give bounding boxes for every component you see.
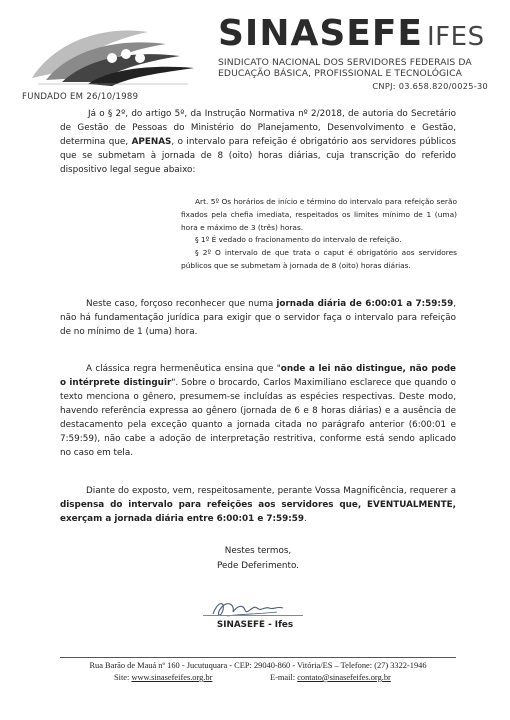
- footer-site: [114, 673, 212, 682]
- paragraph-1-text-c: , o intervalo para refeição é obrigatório aos servidores públicos que se submetam à jornada de 8 (oito) horas diárias, cuja transcrição do referido dispositivo legal segue abaixo:: [60, 137, 456, 175]
- footer-email-label: E-mail:: [270, 673, 298, 682]
- paragraph-4-bold: dispensa do intervalo para refeições aos servidores que, EVENTUALMENTE, exerçam a jornada diária entre 6:00:01 e 7:59:59: [60, 500, 456, 524]
- brand-title: [218, 14, 488, 57]
- footer-site-label: Site:: [114, 673, 132, 682]
- closing: [60, 544, 456, 574]
- letterhead-brand: [218, 14, 488, 91]
- paragraph-3-text-c: ". Sobre o brocardo, Carlos Maximiliano esclarece que quando o texto menciona o gênero, presumem-se incluídas as espécies respectivas. Deste modo, havendo referência expressa ao gênero (jornada de 6 e 8 horas diárias) e a ausência de destacamento pela exceção quanto a jornada citada no parágrafo anterior (6:00:01 e 7:59:59), não cabe a adoção de interpretação restritiva, conforme está sendo aplicado no caso em tela.: [60, 378, 456, 458]
- brand-sub: IFES: [427, 22, 485, 52]
- handwritten-signature-icon: [207, 596, 293, 622]
- brand-name: SINASEFE: [218, 13, 424, 54]
- sinasefe-logo-icon: [28, 18, 198, 90]
- paragraph-2-bold: jornada diária de 6:00:01 a 7:59:59: [276, 299, 454, 309]
- paragraph-2-text-a: Neste caso, forçoso reconhecer que numa: [86, 299, 277, 309]
- closing-line-1: Nestes termos,: [224, 546, 292, 556]
- footer-site-link[interactable]: www.sinasefeifes.org.br: [131, 673, 213, 682]
- cnpj: CNPJ: 03.658.820/0025-30: [372, 81, 488, 91]
- quote-paragraph-2: § 2º O intervalo de que trata o caput é obrigatório aos servidores públicos que se submetam à jornada de 8 (oito) horas diárias.: [181, 248, 457, 270]
- paragraph-4-text-a: Diante do exposto, vem, respeitosamente, perante Vossa Magnificência, requerer a: [86, 486, 456, 496]
- brand-line-2: EDUCAÇÃO BÁSICA, PROFISSIONAL E TECNOLÓGICA: [218, 68, 462, 79]
- quote-article: Art. 5º Os horários de início e término do intervalo para refeição serão fixados pela chefia imediata, respeitados os limites mínimo de 1 (uma) hora e máximo de 3 (três) horas.: [181, 197, 457, 232]
- paragraph-3-bold: onde a lei não distingue, não pode o intérprete distinguir: [60, 364, 456, 388]
- paragraph-1-bold: APENAS: [131, 137, 172, 147]
- paragraph-2-text-c: , não há fundamentação jurídica para exigir que o servidor faça o intervalo para refeição de no mínimo de 1 (uma) hora.: [60, 299, 456, 337]
- footer-email: [270, 673, 391, 682]
- brand-line-1: SINDICATO NACIONAL DOS SERVIDORES FEDERAIS DA: [218, 57, 472, 68]
- closing-line-2: Pede Deferimento.: [217, 561, 299, 571]
- footer-divider: [60, 657, 456, 658]
- paragraph-3-text-a: A clássica regra hermenêutica ensina que ": [86, 364, 281, 374]
- signature-line: [203, 615, 303, 616]
- footer-address: Rua Barão de Mauá nº 160 - Jucutuquara - CEP: 29040-860 - Vitória/ES – Telefone: (27) 3322-1946: [89, 661, 427, 670]
- paragraph-4: [60, 484, 456, 526]
- paragraph-1: [60, 107, 456, 177]
- paragraph-3: [60, 362, 456, 460]
- paragraph-4-text-c: .: [304, 514, 307, 524]
- legal-quote: [181, 196, 457, 273]
- quote-paragraph-1: § 1º É vedado o fracionamento do intervalo de refeição.: [195, 235, 402, 245]
- paragraph-1-text-a: Já o § 2º, do artigo 5º, da Instrução Normativa nº 2/2018, de autoria do Secretário de Gestão de Pessoas do Ministério do Planejamento, Desenvolvimento e Gestão, determina que,: [60, 109, 456, 147]
- signer-name: SINASEFE - Ifes: [216, 620, 294, 630]
- paragraph-2: [60, 297, 456, 339]
- footer-email-link[interactable]: contato@sinasefeifes.org.br: [297, 673, 391, 682]
- founded-date: FUNDADO EM 26/10/1989: [22, 92, 139, 102]
